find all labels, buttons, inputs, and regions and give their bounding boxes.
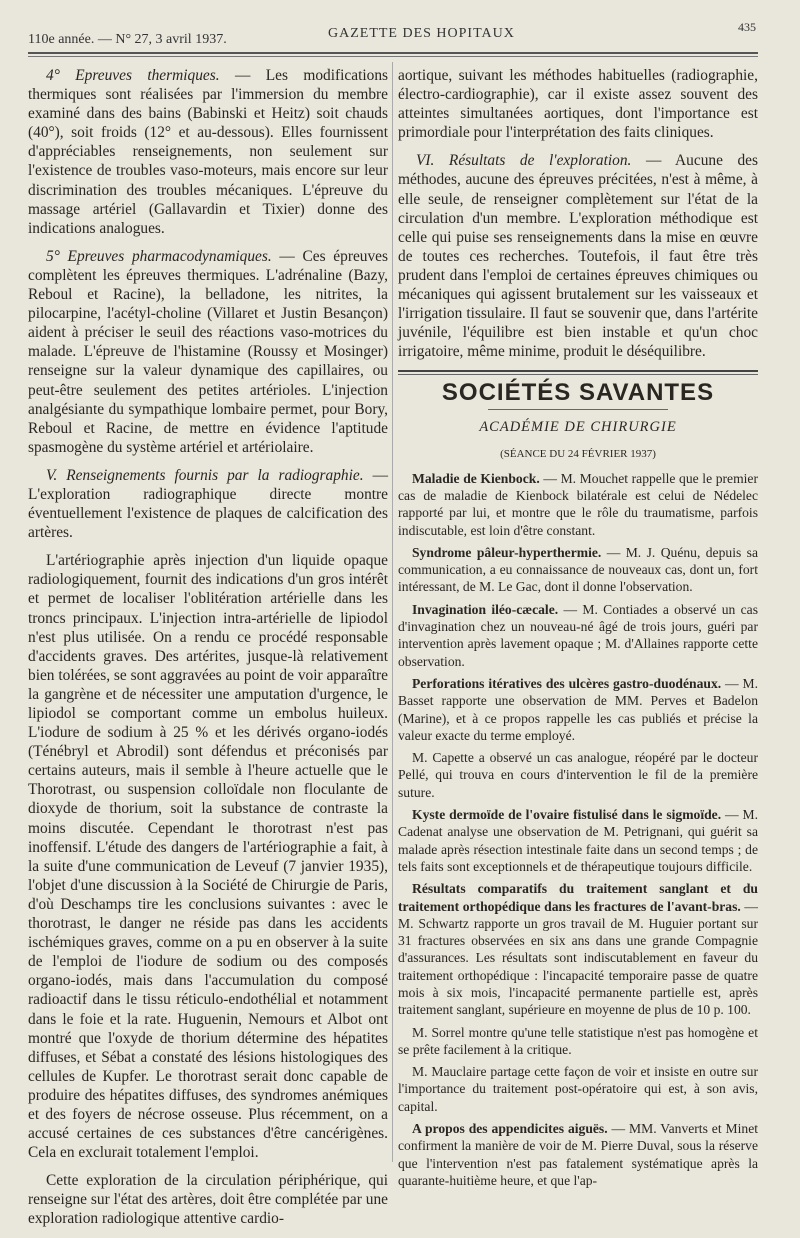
issue-info: 110e année. — N° 27, 3 avril 1937. <box>28 32 227 47</box>
paragraph-aortic: aortique, suivant les méthodes habituelles (radiographie, électro-cardiographie), car il existe assez souvent des atteintes simultanées aortiques, dont l'importance est primordiale pour l'interprétation des faits cliniques. <box>398 67 758 142</box>
section-title: V. Renseignements fournis par la radiographie. <box>46 466 364 484</box>
report-item: M. Capette a observé un cas analogue, réopéré par le docteur Pellé, qui trouva en cours d'intervention le fil de la première suture. <box>398 750 758 800</box>
running-header <box>28 18 756 48</box>
section-title: 5° Epreuves pharmacodynamiques. <box>46 247 272 265</box>
column-divider <box>392 62 393 1162</box>
header-rule <box>28 52 758 54</box>
left-column <box>28 66 388 1238</box>
report-item: Invagination iléo-cæcale. — M. Contiades a observé un cas d'invagination chez un nouveau-né âgé de trois jours, guéri par intervention après lavement opaque ; M. d'Allaines rapporte cette observation. <box>398 601 758 669</box>
paragraph-exploration: Cette exploration de la circulation périphérique, qui renseigne sur l'état des artères, doit être complétée par une exploration radiologique attentive cardio- <box>28 1172 388 1228</box>
paragraph-results: VI. Résultats de l'exploration. — Aucune des méthodes, aucune des épreuves précitées, n'est à même, à elle seule, de renseigner complètement sur l'état de la circulation d'un membre. L'exploration méthodique est celle qui puise ses renseignements dans la mise en œuvre de toutes ces recherches. Toutefois, il faut être très prudent dans l'emploi de certaines épreuves chimiques ou mécaniques qui agissent brutalement sur les vaisseaux et l'irrigation tissulaire. Il faut se souvenir que, dans l'artérite juvénile, l'équilibre est bien instable et qu'un choc irrigatoire, même minime, produit le déséquilibre. <box>398 152 758 361</box>
report-item: A propos des appendicites aiguës. — MM. Vanverts et Minet confirment la manière de voir de M. Pierre Duval, sous la réserve que l'intervention n'est pas fatalement systématique après la quarante-huitième heure, et que l'ap- <box>398 1121 758 1188</box>
paragraph-arteriography: L'artériographie après injection d'un liquide opaque radiologiquement, fournit des indications d'un gros intérêt et permet de localiser l'oblitération artérielle dans les troncs principaux. L'injection intra-artérielle de lipiodol n'est plus utilisée. On a rendu ce procédé responsable d'accidents graves. Des artérites, jusque-là relativement bien tolérées, se sont aggravées au point de voir apparaître la gangrène et de nécessiter une amputation d'urgence, le lipiodol se comportant comme un embolus huileux. L'iodure de sodium à 25 % et les dérivés organo-iodés (Ténébryl et Abrodil) sont défendus et préconisés par certains auteurs, mais il semble à l'heure actuelle que le Thorotrast, ou suspension colloïdale non floculante de dioxyde de thorium, soit la substance de contraste la moins discutée. Cependant le thorotrast n'est pas inoffensif. L'étude des dangers de l'artériographie a fait, à la suite d'une communication de Leveuf (7 janvier 1935), l'objet d'une discussion à la Société de Chirurgie de Paris, d'où Deschamps tire les conclusions suivantes : avec le thorotrast, le danger ne réside pas dans les accidents ischémiques graves, comme on a pu en observer à la suite de l'emploi de l'iodure de sodium ou des composés organo-iodés, mais dans l'accumulation du composé radioactif dans le tissu réticulo-endothélial et notamment dans le foie et la rate. Huguenin, Nemours et Albot ont montré que l'oxyde de thorium détermine des hépatites diffuses, et Sébat a constaté des lésions histologiques des cellules de Kupfer. Le thorotrast serait donc capable de produire des hépatites diffuses, des syndromes anémiques et des foyers de nécrose osseuse. Plus récemment, on a accusé certaines de ces substances d'être cancérigènes. Cela en exclurait totalement l'emploi. <box>28 552 388 1162</box>
right-column <box>398 66 758 1194</box>
report-item: Maladie de Kienbock. — M. Mouchet rappelle que le premier cas de maladie de Kienbock bilatérale est celui de Nédelec rapporté par lui, et montre que le rôle du traumatisme, parfois indiscutable, est loin d'être constant. <box>398 470 758 538</box>
societes-savantes-banner: SOCIÉTÉS SAVANTES <box>441 379 715 407</box>
report-item: Résultats comparatifs du traitement sanglant et du traitement orthopédique dans les fractures de l'avant-bras. — M. Schwartz rapporte un gros travail de M. Huguier portant sur 31 fractures observées en six ans dans une grande Compagnie d'assurances. Les résultats sont indiscutablement en faveur du traitement orthopédique : l'incapacité temporaire passe de quatre mois à six mois, l'incapacité permanente partielle est, après traitement sanglant, supérieure en moyenne de plus de 10 p. 100. <box>398 881 758 1018</box>
report-item: M. Mauclaire partage cette façon de voir et insiste en outre sur l'importance du traitement post-opératoire qui est, à son avis, capital. <box>398 1064 758 1114</box>
session-report <box>398 470 758 1190</box>
section-rule-thin <box>398 374 758 375</box>
paragraph-thermal: 4° Epreuves thermiques. — Les modifications thermiques sont réalisées par l'immersion du membre examiné dans des bains (Babinski et Heitz) soit chauds (40°), soit froids (12° et au-dessous). Elles fournissent d'appréciables renseignements, non seulement sur l'existence de troubles vaso-moteurs, mais encore sur leur discrimination des troubles mécaniques. L'épreuve du massage artériel (Gallavardin et Tixier) donne des indications analogues. <box>28 67 388 237</box>
seance-date: (SÉANCE DU 24 FÉVRIER 1937) <box>500 447 656 460</box>
report-item: Kyste dermoïde de l'ovaire fistulisé dans le sigmoïde. — M. Cadenat analyse une observation de M. Petrignani, qui guérit sa malade après résection intestinale faite dans un second temps ; de tels faits sont exceptionnels et de thérapeutique toujours difficile. <box>398 807 758 874</box>
banner-rule <box>488 409 668 410</box>
header-rule-thin <box>28 56 758 57</box>
page-number: 435 <box>738 20 756 34</box>
section-rule <box>398 370 758 372</box>
report-item: M. Sorrel montre qu'une telle statistique n'est pas homogène et se prête facilement à la critique. <box>398 1024 758 1057</box>
paragraph-radiography: V. Renseignements fournis par la radiographie. — L'exploration radiographique directe montre éventuellement l'existence de plaques de calcification des artères. <box>28 466 388 542</box>
report-item: Syndrome pâleur-hyperthermie. — M. J. Quénu, depuis sa communication, a eu connaissance de nouveaux cas, dont un, fort intéressant, de M. Le Gac, dont il donne l'observation. <box>398 544 758 595</box>
section-title: VI. Résultats de l'exploration. <box>416 152 632 170</box>
journal-title: GAZETTE DES HOPITAUX <box>328 26 515 41</box>
academie-heading: ACADÉMIE DE CHIRURGIE <box>479 418 677 435</box>
paragraph-pharmaco: 5° Epreuves pharmacodynamiques. — Ces épreuves complètent les épreuves thermiques. L'adrénaline (Bazy, Reboul et Racine), la belladone, les nitrites, la pilocarpine, l'acétyl-choline (Villaret et Justin Besançon) aident à préciser le seuil des réactions vaso-motrices du malade. L'épreuve de l'histamine (Roussy et Mosinger) renseigne sur la valeur dynamique des capillaires, ou peut-être seulement des petites artérioles. L'injection analgésiante du sympathique lombaire permet, pour Bory, Reboul et Racine, de mettre en évidence l'aptitude spasmogène du système artériel et artériolaire. <box>28 247 388 456</box>
section-title: 4° Epreuves thermiques. <box>46 67 220 84</box>
report-item: Perforations itératives des ulcères gastro-duodénaux. — M. Basset rapporte une observation de MM. Perves et Badelon (Marine), et à ce propos rappelle les cas publiés et précise la valeur exacte du terme employé. <box>398 675 758 743</box>
